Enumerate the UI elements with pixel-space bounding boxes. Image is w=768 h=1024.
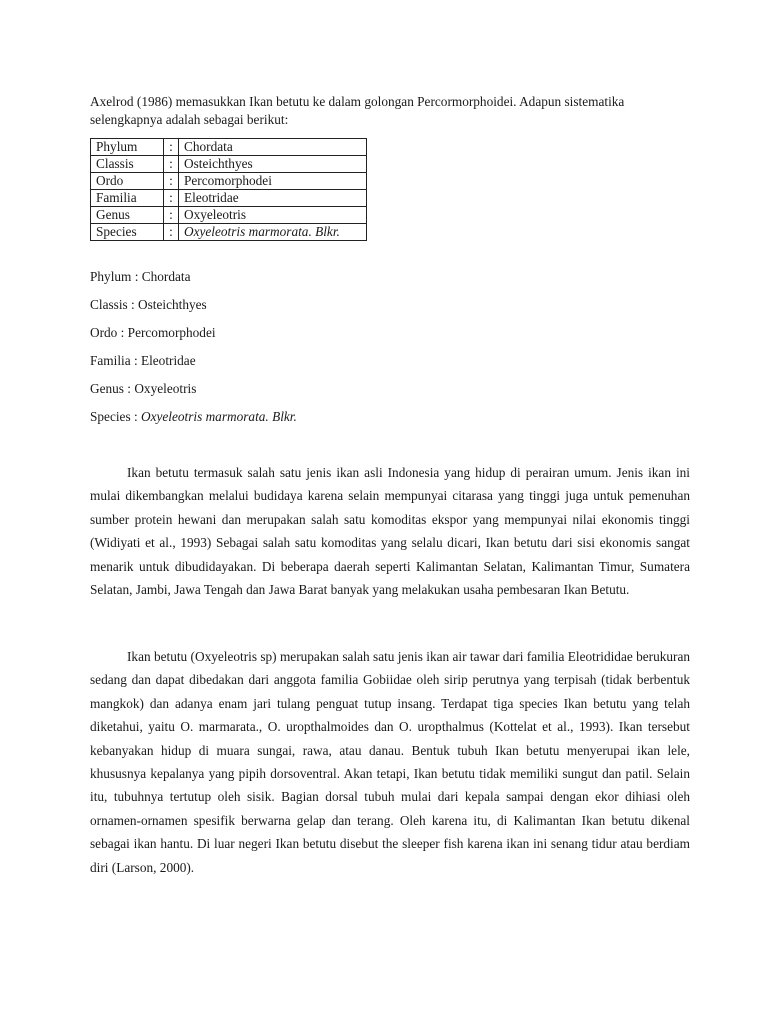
table-separator: : [164, 139, 179, 156]
table-rank: Ordo [91, 173, 164, 190]
table-rank: Classis [91, 156, 164, 173]
list-value: Oxyeleotris [134, 381, 197, 396]
list-label: Ordo : [90, 325, 128, 340]
list-item [90, 408, 690, 436]
table-value: Osteichthyes [179, 156, 367, 173]
table-separator: : [164, 190, 179, 207]
table-value: Chordata [179, 139, 367, 156]
table-separator: : [164, 224, 179, 241]
list-label: Phylum : [90, 269, 142, 284]
table-value: Percomorphodei [179, 173, 367, 190]
list-item [90, 268, 690, 296]
list-value: Oxyeleotris marmorata. Blkr. [140, 409, 297, 424]
table-rank: Species [91, 224, 164, 241]
body-paragraph: Ikan betutu (Oxyeleotris sp) merupakan salah satu jenis ikan air tawar dari familia Eleotrididae berukuran sedang dan dapat dibedakan dari anggota familia Gobiidae oleh sirip perutnya yang terpisah (tidak berbentuk mangkok) dan adanya enam jari tulang penguat tutup insang. Terdapat tiga species Ikan betutu yang telah diketahui, yaitu O. marmarata., O. uropthalmoides dan O. uropthalmus (Kottelat et al., 1993). Ikan tersebut kebanyakan hidup di muara sungai, rawa, atau danau. Bentuk tubuh Ikan betutu menyerupai ikan lele, khususnya kepalanya yang pipih dorsoventral. Akan tetapi, Ikan betutu tidak memiliki sungut dan patil. Selain itu, tubuhnya tertutup oleh sisik. Bagian dorsal tubuh mulai dari kepala sampai dengan ekor dihiasi oleh ornamen-ornamen spesifik berwarna gelap dan terang. Oleh karena itu, di Kalimantan Ikan betutu dikenal sebagai ikan hantu. Di luar negeri Ikan betutu disebut the sleeper fish karena ikan ini senang tidur atau berdiam diri (Larson, 2000). [90, 649, 690, 875]
list-item [90, 352, 690, 380]
list-item [90, 380, 690, 408]
table-row [91, 224, 367, 241]
taxonomy-table [90, 138, 367, 241]
list-label: Familia : [90, 353, 141, 368]
list-value: Chordata [141, 269, 191, 284]
list-label: Classis : [90, 297, 139, 312]
table-separator: : [164, 173, 179, 190]
table-row [91, 156, 367, 173]
table-separator: : [164, 156, 179, 173]
list-label: Species : [90, 409, 141, 424]
table-value: Eleotridae [179, 190, 367, 207]
table-rank: Genus [91, 207, 164, 224]
table-value: Oxyeleotris marmorata. Blkr. [179, 224, 367, 241]
list-value: Osteichthyes [138, 297, 207, 312]
list-value: Eleotridae [140, 353, 196, 368]
list-value: Percomorphodei [127, 325, 216, 340]
body-paragraph: Ikan betutu termasuk salah satu jenis ikan asli Indonesia yang hidup di perairan umum. Jenis ikan ini mulai dikembangkan melalui budidaya karena selain mempunyai citarasa yang tinggi juga untuk pemenuhan sumber protein hewani dan merupakan salah satu komoditas ekspor yang mempunyai nilai ekonomis tinggi (Widiyati et al., 1993) Sebagai salah satu komoditas yang selalu dicari, Ikan betutu dari sisi ekonomis sangat menarik untuk dibudidayakan. Di beberapa daerah seperti Kalimantan Selatan, Kalimantan Timur, Sumatera Selatan, Jambi, Jawa Tengah dan Jawa Barat banyak yang melakukan usaha pembesaran Ikan Betutu. [90, 465, 690, 598]
table-rank: Phylum [91, 139, 164, 156]
table-row [91, 173, 367, 190]
table-row [91, 190, 367, 207]
table-rank: Familia [91, 190, 164, 207]
table-value: Oxyeleotris [179, 207, 367, 224]
table-row [91, 139, 367, 156]
list-item [90, 296, 690, 324]
taxonomy-list [90, 268, 690, 436]
list-item [90, 324, 690, 352]
table-separator: : [164, 207, 179, 224]
list-label: Genus : [90, 381, 135, 396]
table-row [91, 207, 367, 224]
intro-paragraph: Axelrod (1986) memasukkan Ikan betutu ke dalam golongan Percormorphoidei. Adapun sistematika selengkapnya adalah sebagai berikut: [90, 94, 625, 127]
